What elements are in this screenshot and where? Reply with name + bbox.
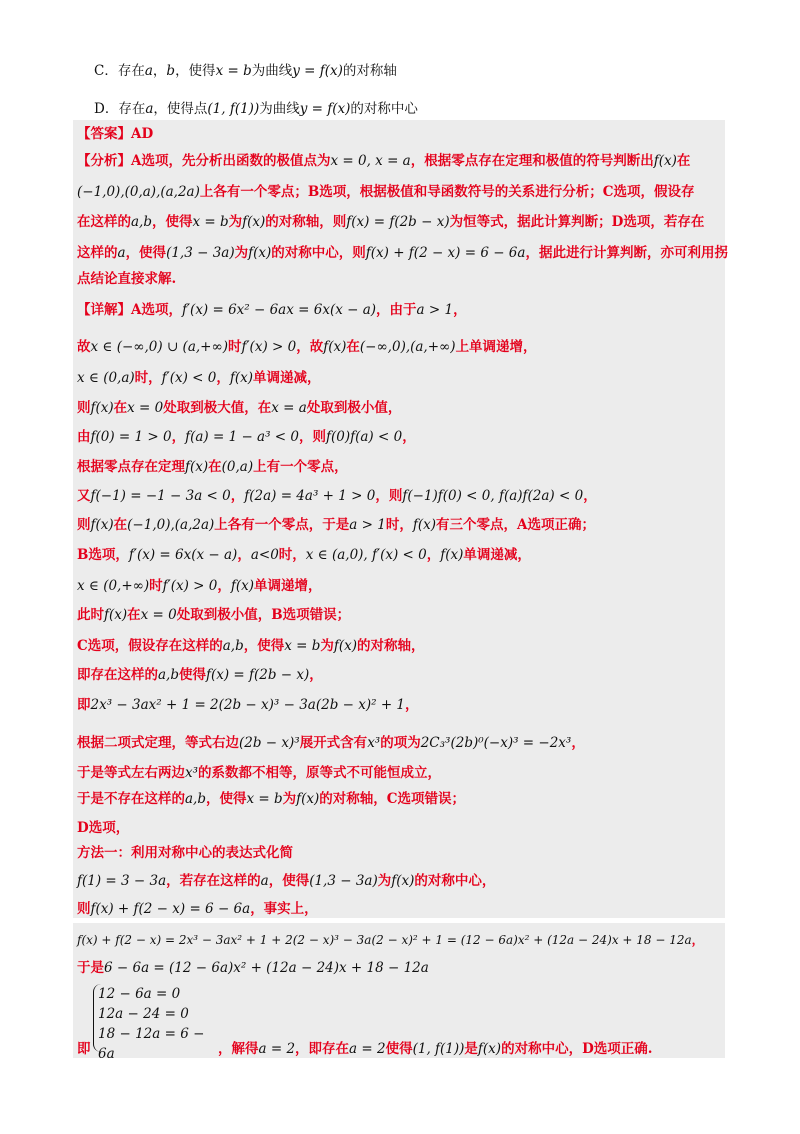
system-eq-2: 12a − 24 = 0 [98, 1006, 189, 1022]
analysis-line-2: (−1,0),(0,a),(a,2a)上各有一个零点；B选项，根据极值和导函数符号的关系进行分析；C选项，假设存 [77, 184, 695, 200]
system-eq-3: 18 − 12a = 6 − 6a [98, 1026, 205, 1062]
detail-line-11: 此时f(x)在x = 0处取到极小值，B选项错误； [77, 607, 351, 623]
answer-line: 【答案】AD [77, 126, 154, 142]
detail-line-1: 【详解】A选项，f′(x) = 6x² − 6ax = 6x(x − a)，由于a > 1， [77, 302, 467, 318]
detail-line-3: x ∈ (0,a)时，f′(x) < 0，f(x)单调递减， [77, 370, 321, 386]
detail-line-9: B选项，f′(x) = 6x(x − a)，a<0时，x ∈ (a,0), f′(x) < 0，f(x)单调递减， [77, 547, 531, 563]
option-d: D．存在a，使得点(1, f(1))为曲线y = f(x)的对称中心 [94, 101, 418, 117]
detail-line-19: 方法一：利用对称中心的表达式化简 [77, 845, 293, 861]
detail-line-2: 故x ∈ (−∞,0) ∪ (a,+∞)时f′(x) > 0，故f(x)在(−∞,0),(a,+∞)上单调递增， [77, 339, 537, 355]
analysis-line-4: 这样的a，使得(1,3 − 3a)为f(x)的对称中心，则f(x) + f(2 − x) = 6 − 6a，据此进行计算判断，亦可利用拐 [77, 245, 728, 261]
analysis-line-5: 点结论直接求解. [77, 271, 177, 287]
detail-line-17: 于是不存在这样的a,b，使得x = b为f(x)的对称轴，C选项错误； [77, 791, 466, 807]
detail-line-24: ，解得a = 2，即存在a = 2使得(1, f(1))是f(x)的对称中心，D选项正确. [218, 1041, 653, 1057]
detail-line-13: 即存在这样的a,b使得f(x) = f(2b − x)， [77, 667, 323, 683]
detail-line-18: D选项， [77, 820, 130, 836]
detail-line-4: 则f(x)在x = 0处取到极大值，在x = a处取到极小值， [77, 400, 402, 416]
analysis-line-3: 在这样的a,b，使得x = b为f(x)的对称轴，则f(x) = f(2b − x)为恒等式，据此计算判断；D选项，若存在 [77, 214, 705, 230]
detail-line-23: 于是6 − 6a = (12 − 6a)x² + (12a − 24)x + 18 − 12a [77, 960, 429, 976]
equation-system [93, 984, 214, 1062]
detail-line-15: 根据二项式定理，等式右边(2b − x)³展开式含有x³的项为2C₃³(2b)⁰(−x)³ = −2x³， [77, 735, 585, 751]
detail-line-12: C选项，假设存在这样的a,b，使得x = b为f(x)的对称轴， [77, 638, 425, 654]
detail-line-16: 于是等式左右两边x³的系数都不相等，原等式不可能恒成立， [77, 765, 442, 781]
detail-line-7: 又f(−1) = −1 − 3a < 0，f(2a) = 4a³ + 1 > 0，则f(−1)f(0) < 0, f(a)f(2a) < 0， [77, 488, 597, 504]
detail-line-21: 则f(x) + f(2 − x) = 6 − 6a，事实上， [77, 901, 318, 917]
detail-line-24-prefix: 即 [77, 1041, 91, 1057]
option-c: C．存在a，b，使得x = b为曲线y = f(x)的对称轴 [94, 63, 397, 79]
detail-line-22: f(x) + f(2 − x) = 2x³ − 3ax² + 1 + 2(2 − x)³ − 3a(2 − x)² + 1 = (12 − 6a)x² + (12a − 24)x + 18 − 12a， [77, 933, 704, 947]
detail-line-14: 即2x³ − 3ax² + 1 = 2(2b − x)³ − 3a(2b − x)² + 1， [77, 697, 419, 713]
detail-line-20: f(1) = 3 − 3a，若存在这样的a，使得(1,3 − 3a)为f(x)的对称中心， [77, 873, 496, 889]
detail-line-5: 由f(0) = 1 > 0，f(a) = 1 − a³ < 0，则f(0)f(a) < 0， [77, 429, 416, 445]
detail-line-6: 根据零点存在定理f(x)在(0,a)上有一个零点， [77, 459, 348, 475]
detail-line-8: 则f(x)在(−1,0),(a,2a)上各有一个零点，于是a > 1时，f(x)有三个零点，A选项正确； [77, 517, 595, 533]
system-eq-1: 12 − 6a = 0 [98, 986, 181, 1002]
analysis-line-1: 【分析】A选项，先分析出函数的极值点为x = 0, x = a，根据零点存在定理和极值的符号判断出f(x)在 [77, 153, 691, 169]
detail-line-10: x ∈ (0,+∞)时f′(x) > 0，f(x)单调递增， [77, 578, 322, 594]
